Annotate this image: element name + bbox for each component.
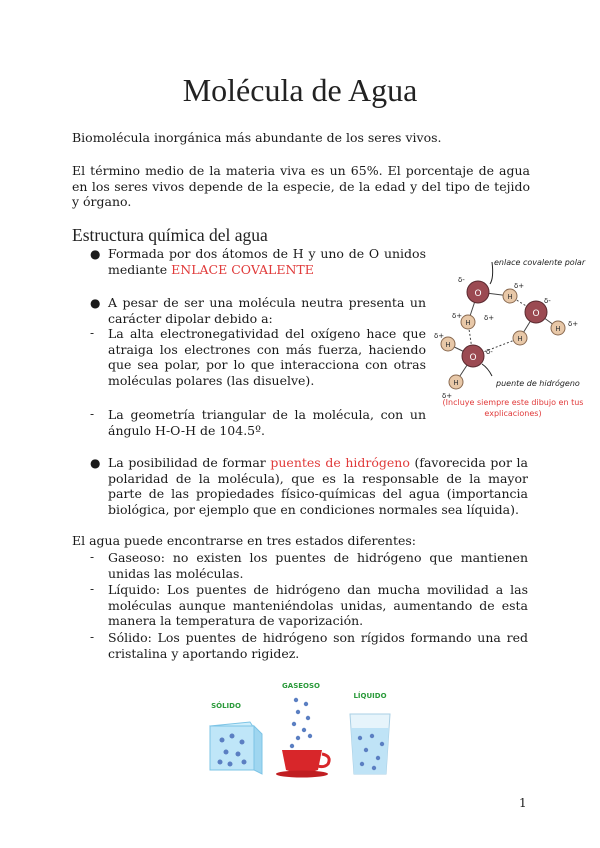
covalent-bond-highlight: ENLACE COVALENTE: [171, 261, 314, 277]
water-glass-icon: [350, 714, 390, 774]
red-cup-icon: [276, 750, 329, 778]
charge-label: δ+: [568, 320, 579, 328]
arrow-icon: [490, 262, 493, 284]
states-intro: El agua puede encontrarse en tres estados diferentes:: [72, 533, 416, 548]
charge-label: δ+: [452, 312, 463, 320]
bullet-hydrogen-bonds: [108, 455, 528, 517]
liquid-label: LÍQUIDO: [353, 692, 387, 700]
dash-geometry: La geometría triangular de la molécula, con un ángulo H-O-H de 104.5º.: [108, 407, 426, 438]
state-gaseous: Gaseoso: no existen los puentes de hidrógeno que mantienen unidas las moléculas.: [108, 550, 528, 581]
hydrogen-label: H: [445, 341, 451, 349]
bullet-hbond-pre: La posibilidad de formar: [108, 455, 266, 470]
charge-label: δ+: [442, 392, 453, 400]
ice-cube-icon: [210, 722, 262, 774]
bullet-icon: ●: [90, 296, 101, 310]
charge-label: δ+: [484, 314, 495, 322]
bullet-formation-text: Formada por dos átomos de H y uno de O unidos mediante: [108, 246, 426, 277]
charge-label: δ+: [514, 282, 525, 290]
charge-label: δ+: [434, 332, 445, 340]
dash-icon: -: [90, 630, 95, 644]
charge-label: δ-: [458, 276, 465, 284]
hydrogen-bond-label: puente de hidrógeno: [496, 379, 580, 388]
bullet-hbond-post: (favorecida por la polaridad de la molécula), que es la responsable de la mayor parte de las propiedades físico-químicas del agua (importancia biológica, por ejemplo que en condiciones normales sea líquida).: [108, 455, 528, 517]
diagram-note: (Incluye siempre este dibujo en tus: [442, 398, 584, 407]
dash-icon: -: [90, 550, 95, 564]
solid-label: SÓLIDO: [211, 702, 241, 710]
hydrogen-bonds-highlight: puentes de hidrógeno: [270, 455, 410, 470]
hydrogen-label: H: [465, 319, 471, 327]
intro-text: Biomolécula inorgánica más abundante de los seres vivos.: [72, 130, 442, 145]
section-title: Estructura química del agua: [72, 225, 268, 245]
state-liquid: Líquido: Los puentes de hidrógeno dan mucha movilidad a las moléculas aunque manteniéndolas unidas, aumentando de esta manera la temperatura de vaporización.: [108, 582, 528, 628]
charge-label: δ-: [544, 297, 551, 305]
dash-electronegativity: La alta electronegatividad del oxígeno hace que atraiga los electrones con más fuerza, haciendo que sea polar, por lo que interacciona con otras moléculas polares (las disuelve).: [108, 326, 426, 388]
bullet-formation: [108, 246, 426, 277]
covalent-bond-label: enlace covalente polar: [494, 258, 586, 267]
paragraph-text: El término medio de la materia viva es un 65%. El porcentaje de agua en los seres vivos depende de la especie, de la edad y del tipo de tejido y órgano.: [72, 163, 530, 209]
oxygen-label: O: [474, 289, 482, 299]
hydrogen-label: H: [453, 379, 459, 387]
hydrogen-label: H: [517, 335, 523, 343]
state-solid: Sólido: Los puentes de hidrógeno son rígidos formando una red cristalina y aportando rigidez.: [108, 630, 528, 661]
bullet-icon: ●: [90, 247, 101, 261]
bullet-icon: ●: [90, 456, 101, 470]
page-title: Molécula de Agua: [182, 72, 418, 108]
charge-label: δ-: [486, 348, 493, 356]
arrow-icon: [482, 364, 492, 376]
oxygen-label: O: [469, 353, 477, 363]
gas-label: GASEOSO: [282, 682, 320, 690]
page-number: 1: [519, 796, 527, 810]
dash-icon: -: [90, 582, 95, 596]
oxygen-label: O: [532, 309, 540, 319]
dash-icon: -: [90, 407, 95, 421]
diagram-note: explicaciones): [484, 409, 542, 418]
water-hbond-diagram: [428, 248, 598, 428]
gas-molecules-icon: [290, 698, 312, 748]
hydrogen-label: H: [555, 325, 561, 333]
hydrogen-label: H: [507, 293, 513, 301]
bullet-dipolar: A pesar de ser una molécula neutra presenta un carácter dipolar debido a:: [108, 295, 426, 326]
water-states-illustration: [200, 678, 400, 778]
dash-icon: -: [90, 326, 95, 340]
